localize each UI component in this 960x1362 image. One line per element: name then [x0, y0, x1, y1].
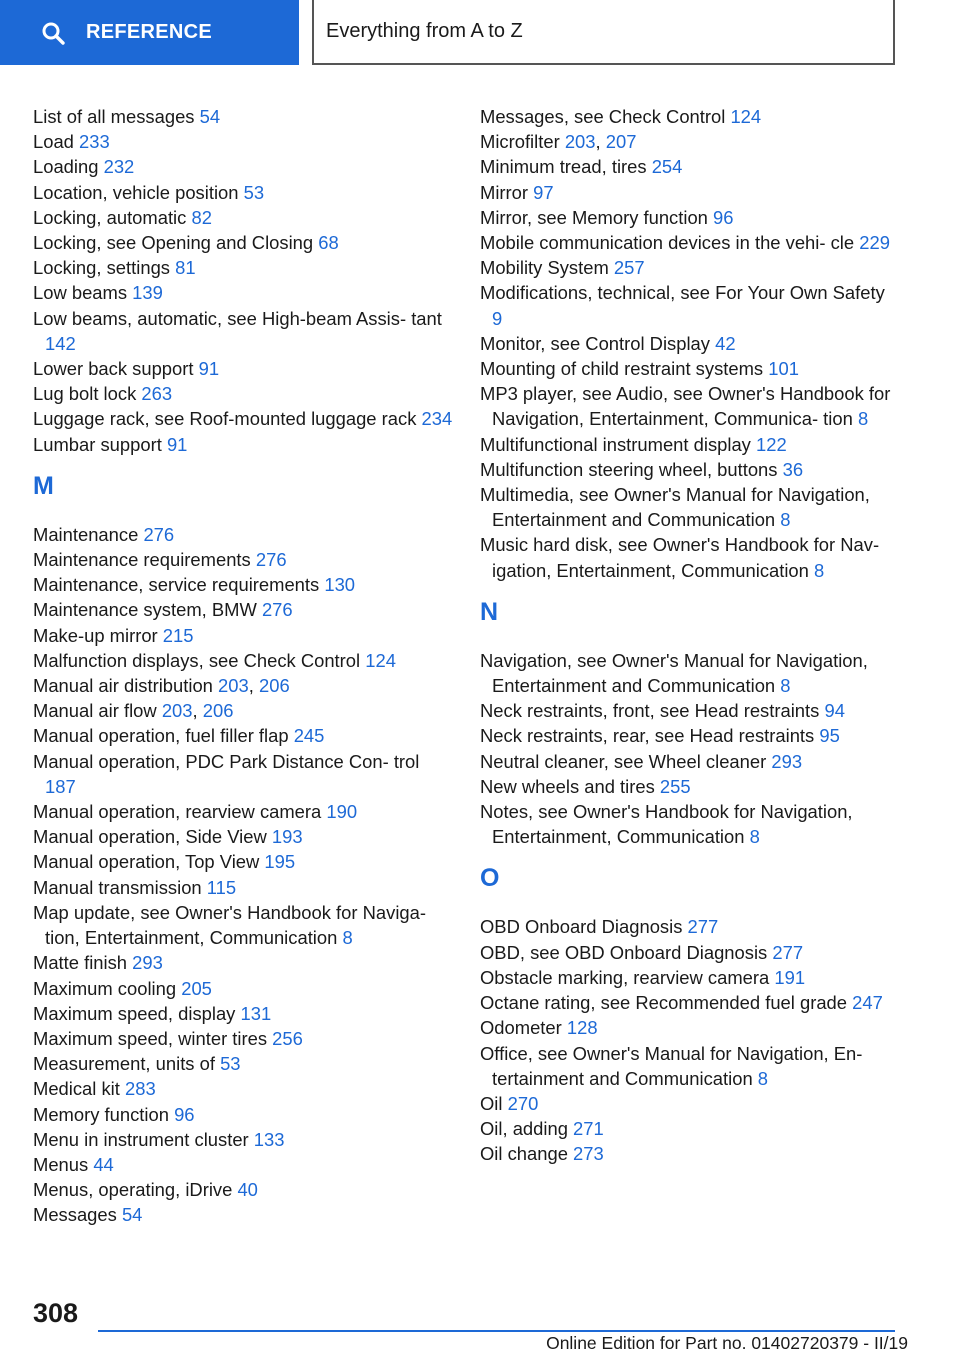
footer-rule [98, 1330, 895, 1332]
entry-term: Messages, see Check Control [480, 106, 726, 127]
index-entry [33, 824, 453, 849]
page-link[interactable]: 232 [103, 156, 135, 178]
index-column-left [33, 104, 453, 1228]
page-link[interactable]: 8 [857, 408, 869, 430]
index-entry [33, 1051, 453, 1076]
index-entry [480, 799, 900, 849]
section-letter: O [480, 864, 500, 893]
index-entry [33, 572, 453, 597]
entry-term: Luggage rack, see Roof-mounted luggage rack [33, 408, 417, 430]
index-entry [33, 1026, 453, 1051]
entry-term: Manual operation, Side View [33, 826, 267, 848]
entry-term: Microfilter [480, 131, 560, 153]
page-link[interactable]: 128 [566, 1017, 598, 1039]
entry-term: Navigation, see Owner's Manual for Navigation, Entertainment and Communication [480, 649, 868, 697]
index-entry [480, 180, 900, 205]
entry-term: Manual air distribution [33, 675, 213, 697]
entry-term: Maintenance, service requirements [33, 574, 320, 596]
section-letter: N [480, 597, 499, 626]
entry-term: Mobility System [480, 257, 609, 279]
index-entry [33, 950, 453, 975]
page-link[interactable]: 8 [749, 826, 760, 848]
page-link[interactable]: 233 [79, 131, 110, 153]
index-entry [480, 698, 900, 723]
entry-term: Menus, operating, iDrive [33, 1179, 233, 1201]
index-entry [480, 774, 900, 799]
entry-term: Messages [33, 1204, 117, 1226]
entry-term: Manual operation, Top View [33, 851, 260, 873]
page-link[interactable]: 8 [342, 927, 353, 949]
index-entry [33, 799, 453, 824]
index-entry [480, 1015, 900, 1040]
index-entry [33, 432, 453, 457]
page-link[interactable]: 255 [659, 775, 691, 797]
index-entry [480, 723, 900, 748]
page-link[interactable]: 130 [324, 574, 356, 596]
page-link[interactable]: 276 [143, 523, 175, 545]
index-entry [33, 255, 453, 280]
page-link[interactable]: 206 [258, 675, 290, 697]
index-entry [33, 597, 453, 622]
entry-term: Mounting of child restraint systems [480, 358, 764, 380]
index-entry [33, 749, 453, 799]
index-entry [33, 381, 453, 406]
entry-term: Load [33, 131, 74, 153]
entry-term: Manual air flow [33, 700, 157, 722]
entry-term: Odometer [480, 1017, 562, 1039]
entry-term: Manual operation, rearview camera [33, 801, 322, 823]
entry-term: Map update, see Owner's Handbook for Naviga- tion, Entertainment, Communication [33, 901, 426, 949]
index-entry [480, 482, 900, 532]
page-link[interactable]: 257 [613, 257, 645, 279]
entry-term: Maximum cooling [33, 977, 177, 999]
entry-term: Maximum speed, display [33, 1002, 236, 1024]
entry-term: Location, vehicle position [33, 181, 239, 203]
edition-note: Online Edition for Part no. 01402720379 - II/19 [546, 1333, 908, 1353]
index-entry [33, 356, 453, 381]
search-icon [40, 20, 66, 46]
page-link[interactable]: 9 [492, 307, 503, 329]
page-link[interactable]: 207 [605, 131, 637, 153]
entry-term: Malfunction displays, see Check Control [33, 649, 361, 671]
entry-term: MP3 player, see Audio, see Owner's Handbook for Navigation, Entertainment, Communica- tion [480, 383, 891, 430]
page-link[interactable]: 205 [181, 977, 212, 999]
index-entry [480, 990, 900, 1015]
index-entry [33, 1001, 453, 1026]
section-title-box [312, 0, 895, 65]
entry-term: Multifunction steering wheel, buttons [480, 458, 778, 480]
entry-term: OBD Onboard Diagnosis [480, 916, 683, 938]
page-link[interactable]: 8 [814, 559, 825, 581]
entry-term: Neck restraints, front, see Head restraints [480, 700, 820, 722]
entry-term: Modifications, technical, see For Your Own Safety [480, 282, 885, 304]
page-link[interactable]: 276 [255, 549, 287, 571]
entry-term: Obstacle marking, rearview camera [480, 966, 770, 988]
entry-term: Matte finish [33, 952, 128, 974]
page-link[interactable]: 203 [564, 131, 596, 153]
page-link[interactable]: 122 [756, 433, 787, 455]
index-entry [480, 381, 900, 431]
section-letter: M [33, 471, 54, 500]
index-entry [33, 623, 453, 648]
page-link[interactable]: 124 [730, 106, 762, 127]
page-link[interactable]: 245 [293, 725, 325, 747]
page-link[interactable]: 96 [713, 206, 734, 228]
index-entry [480, 230, 900, 255]
page-number: 308 [33, 1298, 79, 1328]
entry-term: Menus [33, 1153, 89, 1175]
entry-term: Oil, adding [480, 1118, 568, 1140]
entry-term: Lower back support [33, 358, 194, 380]
index-entry [33, 180, 453, 205]
index-entry [480, 749, 900, 774]
entry-term: Maintenance [33, 523, 139, 545]
index-entry [33, 1102, 453, 1127]
index-column-right [480, 104, 900, 1167]
page-link[interactable]: 124 [365, 649, 396, 671]
index-entry [33, 698, 453, 723]
page-link[interactable]: 273 [573, 1143, 604, 1165]
index-entry [33, 875, 453, 900]
entry-term: Make-up mirror [33, 624, 158, 646]
page-link[interactable]: 293 [771, 750, 803, 772]
index-entry [480, 205, 900, 230]
entry-term: New wheels and tires [480, 775, 655, 797]
page-link[interactable]: 271 [573, 1118, 604, 1140]
entry-term: Medical kit [33, 1078, 120, 1100]
page-separator: , [248, 675, 254, 697]
reference-tab[interactable] [0, 0, 299, 65]
page-link[interactable]: 191 [774, 966, 806, 988]
page-link[interactable]: 91 [198, 358, 220, 380]
page-link[interactable]: 44 [93, 1153, 114, 1175]
page-link[interactable]: 247 [852, 992, 883, 1014]
page-separator: , [595, 131, 601, 153]
page-link[interactable]: 95 [819, 725, 840, 747]
page-link[interactable]: 53 [243, 181, 265, 203]
page-link[interactable]: 203 [218, 675, 249, 697]
entry-term: Manual operation, fuel filler flap [33, 725, 289, 747]
index-entry [480, 432, 900, 457]
index-entry [33, 1177, 453, 1202]
entry-term: Neck restraints, rear, see Head restraints [480, 725, 815, 747]
index-entry [33, 1127, 453, 1152]
entry-term: Maximum speed, winter tires [33, 1027, 268, 1049]
page-separator: , [192, 700, 198, 722]
entry-term: Locking, see Opening and Closing [33, 232, 314, 254]
entry-term: Manual transmission [33, 876, 202, 898]
entry-term: Lug bolt lock [33, 383, 137, 405]
index-entry [33, 522, 453, 547]
entry-term: Office, see Owner's Manual for Navigation, En- tertainment and Communication [480, 1042, 863, 1089]
page-link[interactable]: 91 [166, 433, 188, 455]
page-link[interactable]: 142 [45, 332, 76, 354]
index-entry [33, 723, 453, 748]
page-link[interactable]: 270 [507, 1092, 539, 1114]
page-link[interactable]: 203 [161, 700, 193, 722]
page-link[interactable]: 54 [121, 1204, 143, 1226]
entry-term: Octane rating, see Recommended fuel grade [480, 992, 848, 1014]
index-entry [480, 1141, 900, 1166]
index-entry [480, 532, 900, 582]
entry-term: Mobile communication devices in the vehi- cle [480, 232, 855, 254]
page-link[interactable]: 101 [768, 358, 799, 380]
page-link[interactable]: 293 [132, 952, 163, 974]
index-entry [480, 104, 900, 129]
entry-term: Mirror, see Memory function [480, 206, 708, 228]
page-link[interactable]: 68 [318, 232, 339, 254]
page-link[interactable]: 193 [271, 826, 303, 848]
page-link[interactable]: 277 [772, 941, 804, 963]
entry-term: List of all messages [33, 106, 195, 127]
page-link[interactable]: 254 [651, 156, 683, 178]
index-entry [480, 648, 900, 698]
index-entry [33, 406, 453, 431]
entry-term: Memory function [33, 1103, 169, 1125]
page-link[interactable]: 190 [326, 801, 358, 823]
index-entry [33, 547, 453, 572]
page-link[interactable]: 8 [780, 509, 791, 531]
index-entry [33, 230, 453, 255]
entry-term: Low beams, automatic, see High-beam Assis- tant [33, 307, 442, 329]
index-entry [33, 900, 453, 950]
index-entry [480, 940, 900, 965]
page-link[interactable]: 8 [757, 1067, 769, 1089]
entry-term: Manual operation, PDC Park Distance Con- trol [33, 750, 420, 772]
index-entry [480, 914, 900, 939]
index-entry [33, 648, 453, 673]
entry-term: Neutral cleaner, see Wheel cleaner [480, 750, 767, 772]
entry-term: Low beams [33, 282, 128, 304]
page-link[interactable]: 53 [220, 1053, 241, 1075]
index-entry [480, 356, 900, 381]
reference-tab-label: REFERENCE [86, 21, 213, 43]
entry-term: Monitor, see Control Display [480, 332, 710, 354]
index-entry [33, 205, 453, 230]
page-link[interactable]: 256 [272, 1027, 303, 1049]
index-entry [480, 129, 900, 154]
page-link[interactable]: 40 [237, 1179, 258, 1201]
index-entry [33, 673, 453, 698]
page-link[interactable]: 82 [191, 206, 212, 228]
page-link[interactable]: 131 [240, 1002, 272, 1024]
page-link[interactable]: 36 [782, 458, 804, 480]
index-entry [33, 849, 453, 874]
page-link[interactable]: 229 [859, 232, 890, 254]
index-entry [33, 280, 453, 305]
page-link[interactable]: 187 [45, 775, 76, 797]
entry-term: Maintenance system, BMW [33, 599, 257, 621]
page-link[interactable]: 206 [202, 700, 234, 722]
entry-term: Multimedia, see Owner's Manual for Navigation, Entertainment and Communication [480, 484, 870, 531]
entry-term: Locking, settings [33, 257, 170, 279]
index-entry [480, 255, 900, 280]
page-link[interactable]: 54 [199, 106, 221, 127]
index-entry [33, 154, 453, 179]
index-entry [480, 1091, 900, 1116]
entry-term: Locking, automatic [33, 206, 187, 228]
entry-term: Maintenance requirements [33, 549, 251, 571]
index-entry [33, 1076, 453, 1101]
page-link[interactable]: 277 [687, 916, 719, 938]
page-link[interactable]: 133 [253, 1128, 285, 1150]
index-entry [480, 154, 900, 179]
page-link[interactable]: 94 [824, 700, 845, 722]
index-entry [33, 129, 453, 154]
page-link[interactable]: 96 [174, 1103, 195, 1125]
page-link[interactable]: 115 [206, 876, 237, 898]
index-entry [480, 1041, 900, 1091]
index-entry [33, 976, 453, 1001]
page-link[interactable]: 97 [533, 181, 554, 203]
index-entry [33, 1202, 453, 1227]
page-link[interactable]: 276 [261, 599, 293, 621]
entry-term: Loading [33, 156, 99, 178]
entry-term: Mirror [480, 181, 529, 203]
page-link[interactable]: 234 [421, 408, 453, 430]
index-entry [480, 280, 900, 330]
page-link[interactable]: 42 [715, 332, 736, 354]
entry-term: Minimum tread, tires [480, 156, 647, 178]
entry-term: Menu in instrument cluster [33, 1128, 249, 1150]
page-link[interactable]: 81 [175, 257, 196, 279]
index-entry [33, 104, 453, 129]
entry-term: Music hard disk, see Owner's Handbook for Nav- igation, Entertainment, Communication [480, 534, 880, 581]
index-entry [480, 1116, 900, 1141]
page-link[interactable]: 8 [780, 675, 791, 697]
page-link[interactable]: 195 [264, 851, 296, 873]
page-link[interactable]: 139 [132, 282, 163, 304]
page-link[interactable]: 263 [141, 383, 173, 405]
index-entry [480, 965, 900, 990]
entry-term: Multifunctional instrument display [480, 433, 751, 455]
page-link[interactable]: 283 [125, 1078, 156, 1100]
entry-term: Notes, see Owner's Handbook for Navigation, Entertainment, Communication [480, 801, 853, 848]
section-title: Everything from A to Z [326, 20, 523, 42]
entry-term: Lumbar support [33, 433, 162, 455]
entry-term: OBD, see OBD Onboard Diagnosis [480, 941, 768, 963]
index-entry [480, 457, 900, 482]
entry-term: Oil change [480, 1143, 568, 1165]
entry-term: Oil [480, 1092, 503, 1114]
page-link[interactable]: 215 [162, 624, 194, 646]
index-entry [480, 331, 900, 356]
entry-term: Measurement, units of [33, 1053, 215, 1075]
index-entry [33, 1152, 453, 1177]
index-entry [33, 306, 453, 356]
